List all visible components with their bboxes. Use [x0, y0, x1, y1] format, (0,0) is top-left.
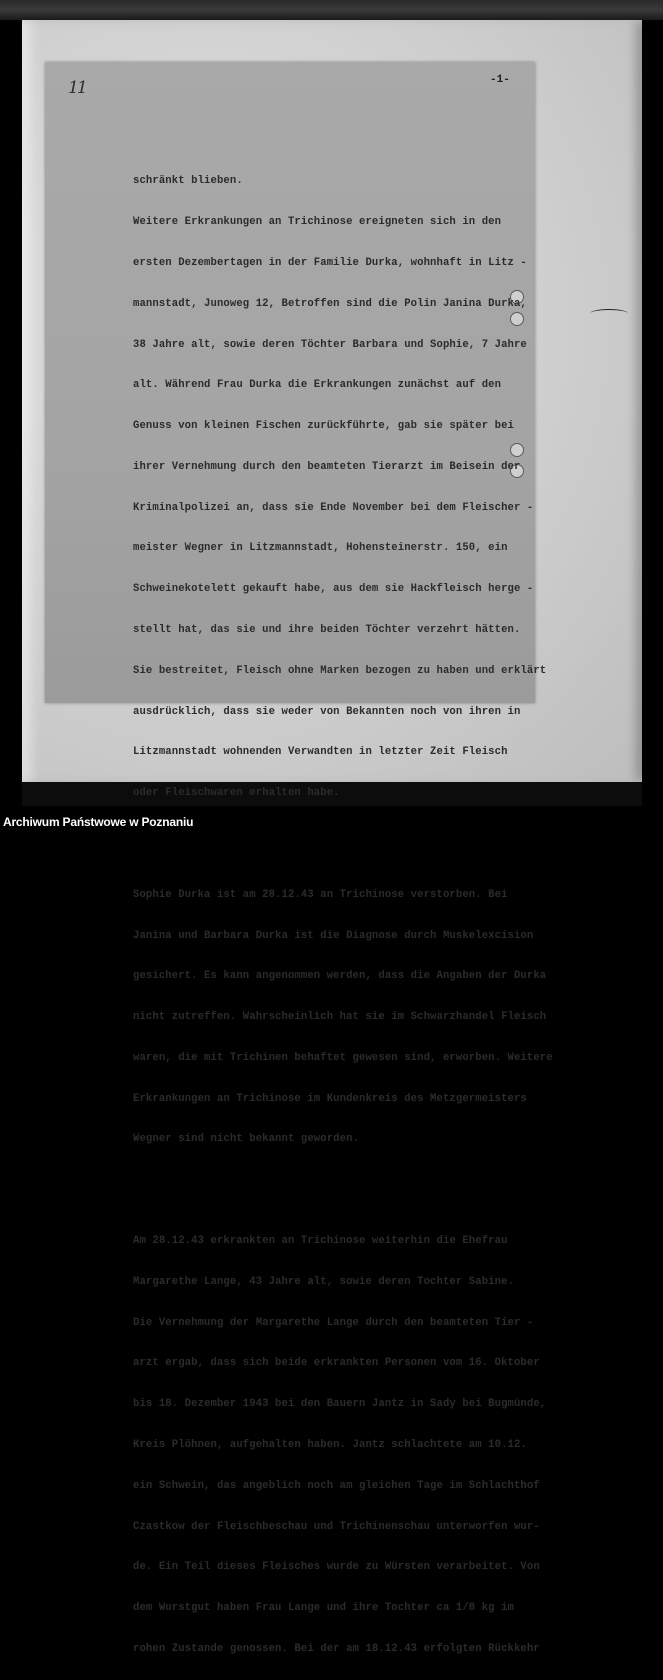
text-line: ersten Dezembertagen in der Familie Durka, wohnhaft in Litz -	[133, 256, 527, 269]
paragraph-sophie-durka	[133, 862, 553, 1175]
text-line: waren, die mit Trichinen behaftet gewesen sind, erworben. Weitere	[133, 1051, 553, 1064]
text-line: Erkrankungen an Trichinose im Kundenkreis des Metzgermeisters	[133, 1092, 527, 1105]
handwritten-page-number: 11	[68, 78, 86, 98]
text-line: Die Vernehmung der Margarethe Lange durch den beamteten Tier -	[133, 1316, 534, 1329]
text-line: ein Schwein, das angeblich noch am gleichen Tage im Schlachthof	[133, 1479, 540, 1492]
paragraph-durka-family	[133, 148, 547, 828]
text-line: arzt ergab, dass sich beide erkrankten Personen vom 16. Oktober	[133, 1357, 540, 1370]
text-line: alt. Während Frau Durka die Erkrankungen zunächst auf den	[133, 379, 502, 392]
typewritten-body	[133, 121, 553, 1680]
text-line: Czastkow der Fleischbeschau und Trichinenschau unterworfen wur-	[133, 1520, 540, 1533]
text-line: nicht zutreffen. Wahrscheinlich hat sie im Schwarzhandel Fleisch	[133, 1011, 547, 1024]
typed-page-mark: -1-	[490, 74, 510, 86]
paragraph-lange-family	[133, 1208, 547, 1680]
text-line: Am 28.12.43 erkrankten an Trichinose weiterhin die Ehefrau	[133, 1235, 508, 1248]
text-line: Genuss von kleinen Fischen zurückführte, gab sie später bei	[133, 420, 514, 433]
text-line: stellt hat, das sie und ihre beiden Töchter verzehrt hätten.	[133, 623, 521, 636]
text-line: schränkt blieben.	[133, 175, 243, 188]
text-line: dem Wurstgut haben Frau Lange und ihre Tochter ca 1/8 kg im	[133, 1602, 514, 1615]
text-line: de. Ein Teil dieses Fleisches wurde zu Würsten verarbeitet. Von	[133, 1561, 540, 1574]
text-line: rohen Zustande genossen. Bei der am 18.12.43 erfolgten Rückkehr	[133, 1642, 540, 1655]
text-line: Schweinekotelett gekauft habe, aus dem sie Hackfleisch herge -	[133, 583, 534, 596]
text-line: 38 Jahre alt, sowie deren Töchter Barbara und Sophie, 7 Jahre	[133, 338, 527, 351]
text-line: oder Fleischwaren erhalten habe.	[133, 787, 340, 800]
text-line: ihrer Vernehmung durch den beamteten Tierarzt im Beisein der	[133, 460, 521, 473]
text-line: Litzmannstadt wohnenden Verwandten in letzter Zeit Fleisch	[133, 746, 508, 759]
scratch-mark	[590, 309, 628, 318]
text-line: Sie bestreitet, Fleisch ohne Marken bezogen zu haben und erklärt	[133, 664, 547, 677]
text-line: Janina und Barbara Durka ist die Diagnose durch Muskelexcision	[133, 929, 534, 942]
text-line: bis 18. Dezember 1943 bei den Bauern Jantz in Sady bei Bugmünde,	[133, 1398, 547, 1411]
text-line: Kriminalpolizei an, dass sie Ende November bei dem Fleischer -	[133, 501, 534, 514]
text-line: Kreis Plöhnen, aufgehalten haben. Jantz schlachtete am 10.12.	[133, 1439, 527, 1451]
scan-top-edge	[0, 0, 663, 20]
text-line: mannstadt, Junoweg 12, Betroffen sind die Polin Janina Durka,	[133, 297, 527, 310]
text-line: ausdrücklich, dass sie weder von Bekannten noch von ihren in	[133, 705, 521, 718]
text-line: Margarethe Lange, 43 Jahre alt, sowie deren Tochter Sabine.	[133, 1275, 514, 1288]
text-line: meister Wegner in Litzmannstadt, Hohensteinerstr. 150, ein	[133, 542, 508, 555]
archive-caption: Archiwum Państwowe w Poznaniu	[3, 815, 194, 829]
text-line: Sophie Durka ist am 28.12.43 an Trichinose verstorben. Bei	[133, 888, 508, 901]
text-line: gesichert. Es kann angenommen werden, dass die Angaben der Durka	[133, 970, 547, 983]
text-line: Weitere Erkrankungen an Trichinose ereigneten sich in den	[133, 216, 502, 229]
text-line: Wegner sind nicht bekannt geworden.	[133, 1133, 360, 1146]
